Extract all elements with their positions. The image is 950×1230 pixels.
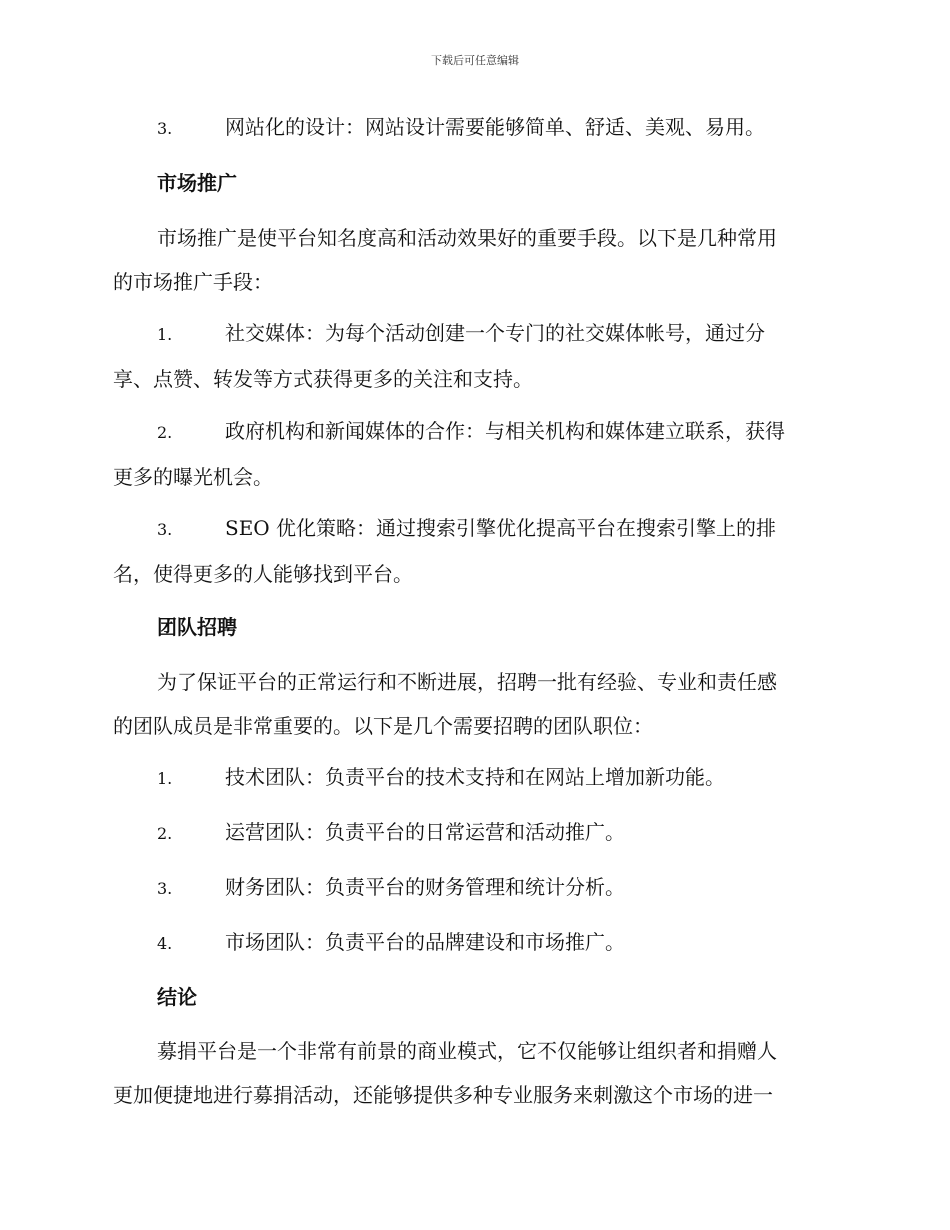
list-item	[113, 506, 833, 596]
paragraph-line: 募捐平台是一个非常有前景的商业模式，它不仅能够让组织者和捐赠人	[157, 1039, 777, 1063]
list-text: 技术团队：负责平台的技术支持和在网站上增加新功能。	[225, 765, 725, 789]
list-text: 政府机构和新闻媒体的合作：与相关机构和媒体建立联系，获得	[225, 419, 785, 443]
list-text: SEO 优化策略：通过搜索引擎优化提高平台在搜索引擎上的排	[225, 516, 777, 540]
list-text: 运营团队：负责平台的日常运营和活动推广。	[225, 820, 625, 844]
marketing-intro	[113, 216, 833, 304]
paragraph-line: 为了保证平台的正常运行和不断进展，招聘一批有经验、专业和责任感	[157, 670, 777, 694]
list-item	[113, 104, 833, 152]
list-text-continued: 名，使得更多的人能够找到平台。	[113, 562, 413, 586]
paragraph-line: 的市场推广手段：	[113, 270, 273, 294]
list-item	[113, 919, 833, 967]
list-number: 1.	[157, 769, 173, 788]
list-number: 4.	[157, 934, 173, 953]
list-text: 财务团队：负责平台的财务管理和统计分析。	[225, 875, 625, 899]
section-heading-marketing: 市场推广	[157, 171, 237, 195]
list-number: 1.	[157, 325, 173, 344]
list-number: 3.	[157, 879, 173, 898]
conclusion-paragraph	[113, 1029, 833, 1117]
list-number: 3.	[157, 119, 173, 138]
list-text-continued: 更多的曝光机会。	[113, 465, 273, 489]
page-header: 下载后可任意编辑	[431, 54, 519, 67]
list-text: 市场团队：负责平台的品牌建设和市场推广。	[225, 930, 625, 954]
list-number: 2.	[157, 423, 173, 442]
list-item	[113, 409, 833, 499]
list-item	[113, 864, 833, 912]
paragraph-line: 更加便捷地进行募捐活动，还能够提供多种专业服务来刺激这个市场的进一	[113, 1083, 773, 1107]
section-heading-conclusion: 结论	[157, 985, 197, 1009]
list-text: 社交媒体：为每个活动创建一个专门的社交媒体帐号，通过分	[225, 321, 765, 345]
team-intro	[113, 660, 833, 748]
paragraph-line: 市场推广是使平台知名度高和活动效果好的重要手段。以下是几种常用	[157, 226, 777, 250]
paragraph-line: 的团队成员是非常重要的。以下是几个需要招聘的团队职位：	[113, 714, 653, 738]
list-number: 2.	[157, 824, 173, 843]
section-heading-team: 团队招聘	[157, 615, 237, 639]
list-item	[113, 754, 833, 802]
list-number: 3.	[157, 520, 173, 539]
list-text: 网站化的设计：网站设计需要能够简单、舒适、美观、易用。	[225, 115, 765, 139]
list-item	[113, 311, 833, 401]
list-item	[113, 809, 833, 857]
list-text-continued: 享、点赞、转发等方式获得更多的关注和支持。	[113, 367, 533, 391]
